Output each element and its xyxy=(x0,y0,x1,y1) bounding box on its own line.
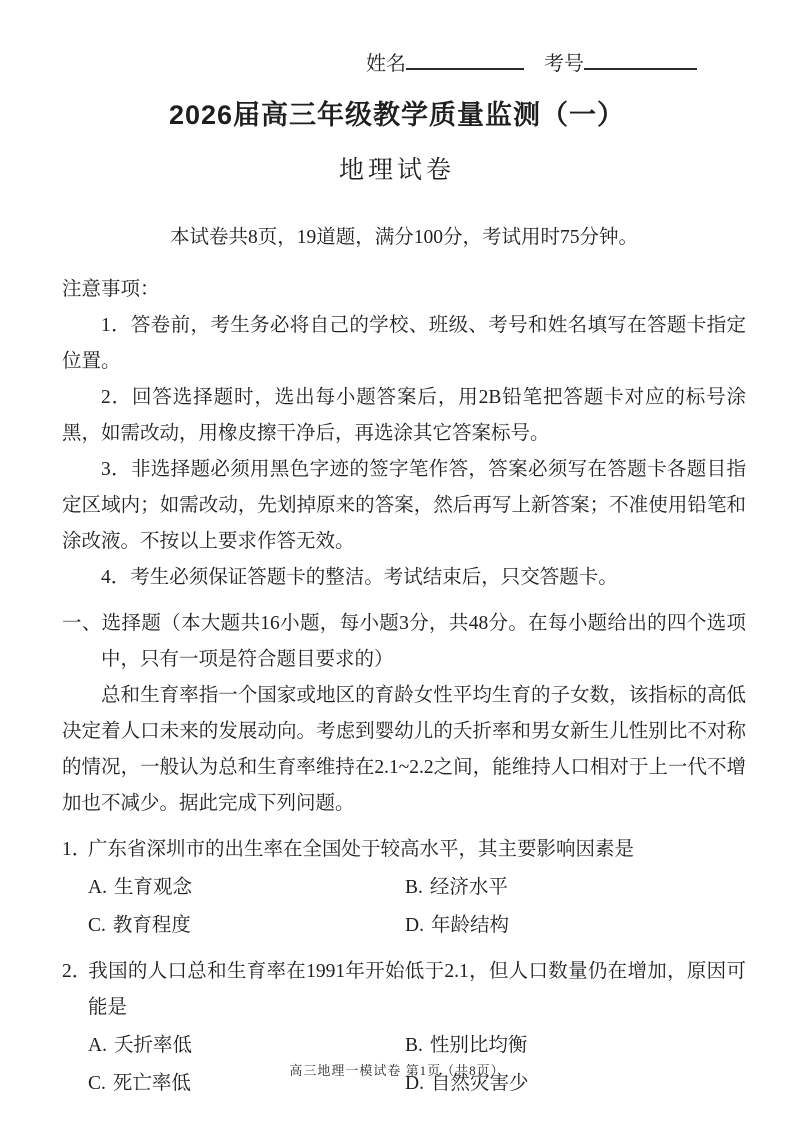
name-label: 姓名 xyxy=(366,53,406,75)
page-subtitle: 地理试卷 xyxy=(338,157,455,184)
section-heading: 一、选择题（本大题共16小题，每小题3分，共48分。在每小题给出的四个选项中，只有一项是符合题目要求的） xyxy=(62,613,746,670)
name-blank-line xyxy=(406,48,524,70)
option-text: 年龄结构 xyxy=(430,915,509,936)
paper-info-line: 本试卷共8页，19道题，满分100分，考试用时75分钟。 xyxy=(169,227,638,248)
notice-item-2: 2．回答选择题时，选出每小题答案后，用2B铅笔把答题卡对应的标号涂黑，如需改动，用橡皮擦干净后，再选涂其它答案标号。 xyxy=(62,387,746,444)
option-text: 教育程度 xyxy=(112,915,191,936)
option-label: C. xyxy=(88,1073,106,1094)
notice-item-3: 3．非选择题必须用黑色字迹的签字笔作答，答案必须写在答题卡各题目指定区域内；如需改动，先划掉原来的答案，然后再写上新答案；不准使用铅笔和涂改液。不按以上要求作答无效。 xyxy=(62,459,746,552)
page-body xyxy=(0,220,794,1102)
question-1-option-b xyxy=(405,870,746,906)
title-year: 2026 xyxy=(168,100,234,130)
option-text: 生育观念 xyxy=(113,877,192,898)
option-text: 夭折率低 xyxy=(113,1035,192,1056)
exam-no-label: 考号 xyxy=(544,53,584,75)
notice-heading: 注意事项： xyxy=(62,279,160,300)
question-2-text: 我国的人口总和生育率在1991年开始低于2.1，但人口数量仍在增加，原因可能是 xyxy=(88,961,746,1018)
student-info-row xyxy=(366,48,697,78)
notice-item-1: 1．答卷前，考生务必将自己的学校、班级、考号和姓名填写在答题卡指定位置。 xyxy=(62,315,746,372)
option-label: C. xyxy=(88,915,106,936)
question-1-stem xyxy=(62,832,746,868)
page-footer: 高三地理一模试卷 第1页（共8页） xyxy=(289,1063,505,1078)
option-text: 自然灾害少 xyxy=(430,1073,529,1094)
question-1-option-d xyxy=(405,908,746,944)
option-label: B. xyxy=(405,877,423,898)
question-1-text: 广东省深圳市的出生率在全国处于较高水平，其主要影响因素是 xyxy=(88,839,635,860)
option-label: A. xyxy=(88,877,107,898)
question-1-option-c xyxy=(88,908,405,944)
question-2-option-b xyxy=(405,1028,746,1064)
option-text: 死亡率低 xyxy=(112,1073,191,1094)
question-2-option-a xyxy=(88,1028,405,1064)
question-2-stem xyxy=(62,954,746,1026)
option-label: D. xyxy=(405,915,424,936)
option-text: 性别比均衡 xyxy=(429,1035,528,1056)
notice-item-4: 4．考生必须保证答题卡的整洁。考试结束后，只交答题卡。 xyxy=(101,567,618,588)
exam-no-blank-line xyxy=(584,48,697,70)
question-1-number: 1． xyxy=(62,839,92,860)
question-passage: 总和生育率指一个国家或地区的育龄女性平均生育的子女数，该指标的高低决定着人口未来的发展动向。考虑到婴幼儿的夭折率和男女新生儿性别比不对称的情况，一般认为总和生育率维持在2.1~2.2之间，能维持人口相对于上一代不增加也不减少。据此完成下列问题。 xyxy=(62,685,746,814)
option-label: A. xyxy=(88,1035,107,1056)
question-1 xyxy=(62,832,746,944)
question-1-option-a xyxy=(88,870,405,906)
option-label: B. xyxy=(405,1035,423,1056)
option-label: D. xyxy=(405,1073,424,1094)
option-text: 经济水平 xyxy=(429,877,508,898)
notice-section xyxy=(62,272,746,596)
question-1-options xyxy=(88,870,746,944)
question-2-number: 2． xyxy=(62,961,92,982)
title-text: 届高三年级教学质量监测（一） xyxy=(233,100,626,130)
